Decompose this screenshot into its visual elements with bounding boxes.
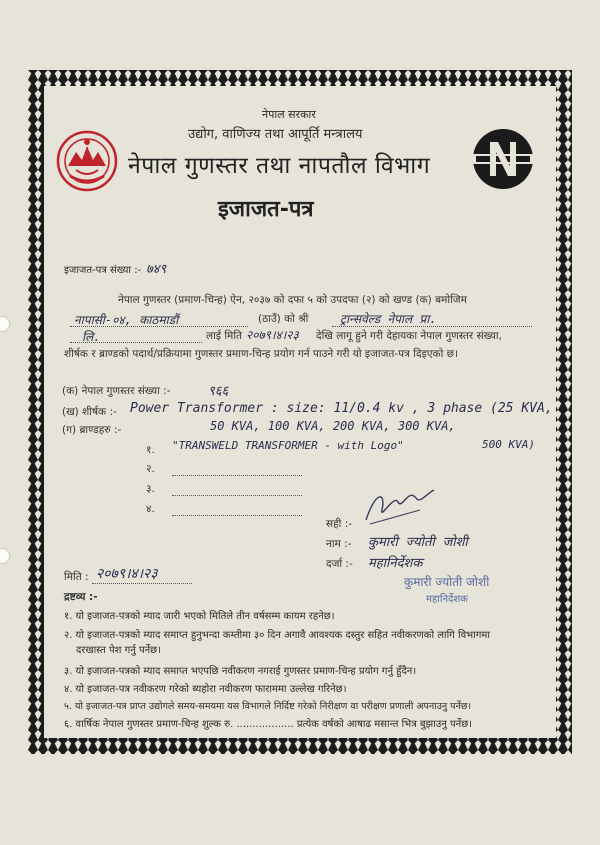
standard-number-label: (क) नेपाल गुणस्तर संख्या :- — [62, 385, 171, 397]
intro-line-2: (ठाउँ) को श्री — [258, 313, 309, 325]
product-title-line-3: 500 KVA) — [482, 438, 535, 451]
nepal-emblem-icon — [56, 130, 118, 192]
brand-number: १. — [146, 444, 155, 456]
product-title-line-2: 50 KVA, 100 KVA, 200 KVA, 300 KVA, — [210, 419, 456, 433]
intro-date-prefix: लाई मिति — [206, 330, 243, 342]
company-value: ट्रान्सवेल्ड नेपाल प्रा. — [340, 312, 437, 326]
notes-heading: द्रष्टव्य :- — [64, 591, 98, 603]
department-title: नेपाल गुणस्तर तथा नापतौल विभाग — [128, 153, 431, 179]
intro-line-4: शीर्षक र ब्राण्डको पदार्थ/प्रक्रियामा गुणस्तर प्रमाण-चिन्ह प्रयोग गर्न पाउने गरी यो इजाजत-पत्र दिइएको छ। — [64, 348, 458, 360]
standard-number-value: ९६६ — [208, 384, 229, 399]
brand-value: "TRANSWELD TRANSFORMER - with Logo" — [172, 439, 404, 452]
product-title-line-1: Power Transformer : size: 11/0.4 kv , 3 phase (25 KVA, — [130, 401, 553, 416]
signer-name-value: कुमारी ज्योती जोशी — [368, 535, 468, 550]
product-title-label: (ख) शीर्षक :- — [62, 406, 117, 418]
note-item: ६. वार्षिक नेपाल गुणस्तर प्रमाण-चिन्ह शुल्क रु. .................. प्रत्येक वर्षको आषाढ मसान्त भित्र बुझाउनु पर्नेछ। — [64, 719, 472, 730]
issue-date-label: मिति : — [64, 571, 89, 583]
note-item: ५. यो इजाजत-पत्र प्राप्त उद्योगले समय-समयमा यस विभागले निर्दिष्ट गरेको निरीक्षण वा परीक्षण प्रणाली अपनाउनु पर्नेछ। — [64, 701, 472, 712]
stamp-title: महानिर्देशक — [426, 594, 468, 605]
note-item: दरखास्त पेश गर्नु पर्नेछ। — [76, 645, 161, 656]
intro-line-3: देखि लागू हुने गरी देहायका नेपाल गुणस्तर संख्या, — [316, 330, 502, 342]
note-item: ३. यो इजाजत-पत्रको म्याद समाप्त भएपछि नवीकरण नगराई गुणस्तर प्रमाण-चिन्ह प्रयोग गर्नु हुँदैन। — [64, 666, 417, 677]
address-value: नापासी-०४, काठमाडौं — [74, 313, 179, 327]
signature-label: सही :- — [326, 518, 353, 530]
signer-name-label: नाम :- — [326, 538, 352, 550]
note-item: ४. यो इजाजत-पत्र नवीकरण गरेको ब्यहोरा नवीकरण फाराममा उल्लेख गरिनेछ। — [64, 684, 347, 695]
brand-number: २. — [146, 463, 155, 475]
issue-date-value: २०७९।४।२३ — [96, 566, 158, 582]
nbsm-logo-icon — [468, 126, 538, 192]
intro-line-1: नेपाल गुणस्तर (प्रमाण-चिन्ह) ऐन, २०३७ को दफा ५ को उपदफा (२) को खण्ड (क) बमोजिम — [118, 294, 467, 306]
govt-label: नेपाल सरकार — [262, 108, 316, 121]
stamp-name: कुमारी ज्योती जोशी — [404, 575, 490, 589]
brand-label: (ग) ब्राण्डहरु :- — [62, 424, 122, 436]
permit-number-value: ७४९ — [146, 262, 167, 277]
ministry-label: उद्योग, वाणिज्य तथा आपूर्ति मन्त्रालय — [188, 127, 363, 142]
note-item: २. यो इजाजत-पत्रको म्याद समाप्त हुनुभन्दा कम्तीमा ३० दिन अगावै आवश्यक दस्तुर सहित नवीकरणको लागि विभागमा — [64, 630, 490, 641]
brand-number: ३. — [146, 483, 155, 495]
brand-number: ४. — [146, 503, 155, 515]
document-title: इजाजत-पत्र — [218, 197, 314, 222]
effective-date-value: २०७९।४।२३ — [246, 328, 299, 342]
company-value-cont: लि. — [82, 330, 101, 344]
permit-number-label: इजाजत-पत्र संख्या :- — [64, 265, 142, 276]
signature-mark — [360, 480, 440, 530]
note-item: १. यो इजाजत-पत्रको म्याद जारी भएको मितिले तीन वर्षसम्म कायम रहनेछ। — [64, 611, 335, 622]
signer-rank-label: दर्जा :- — [326, 558, 353, 570]
signer-rank-value: महानिर्देशक — [368, 556, 423, 571]
